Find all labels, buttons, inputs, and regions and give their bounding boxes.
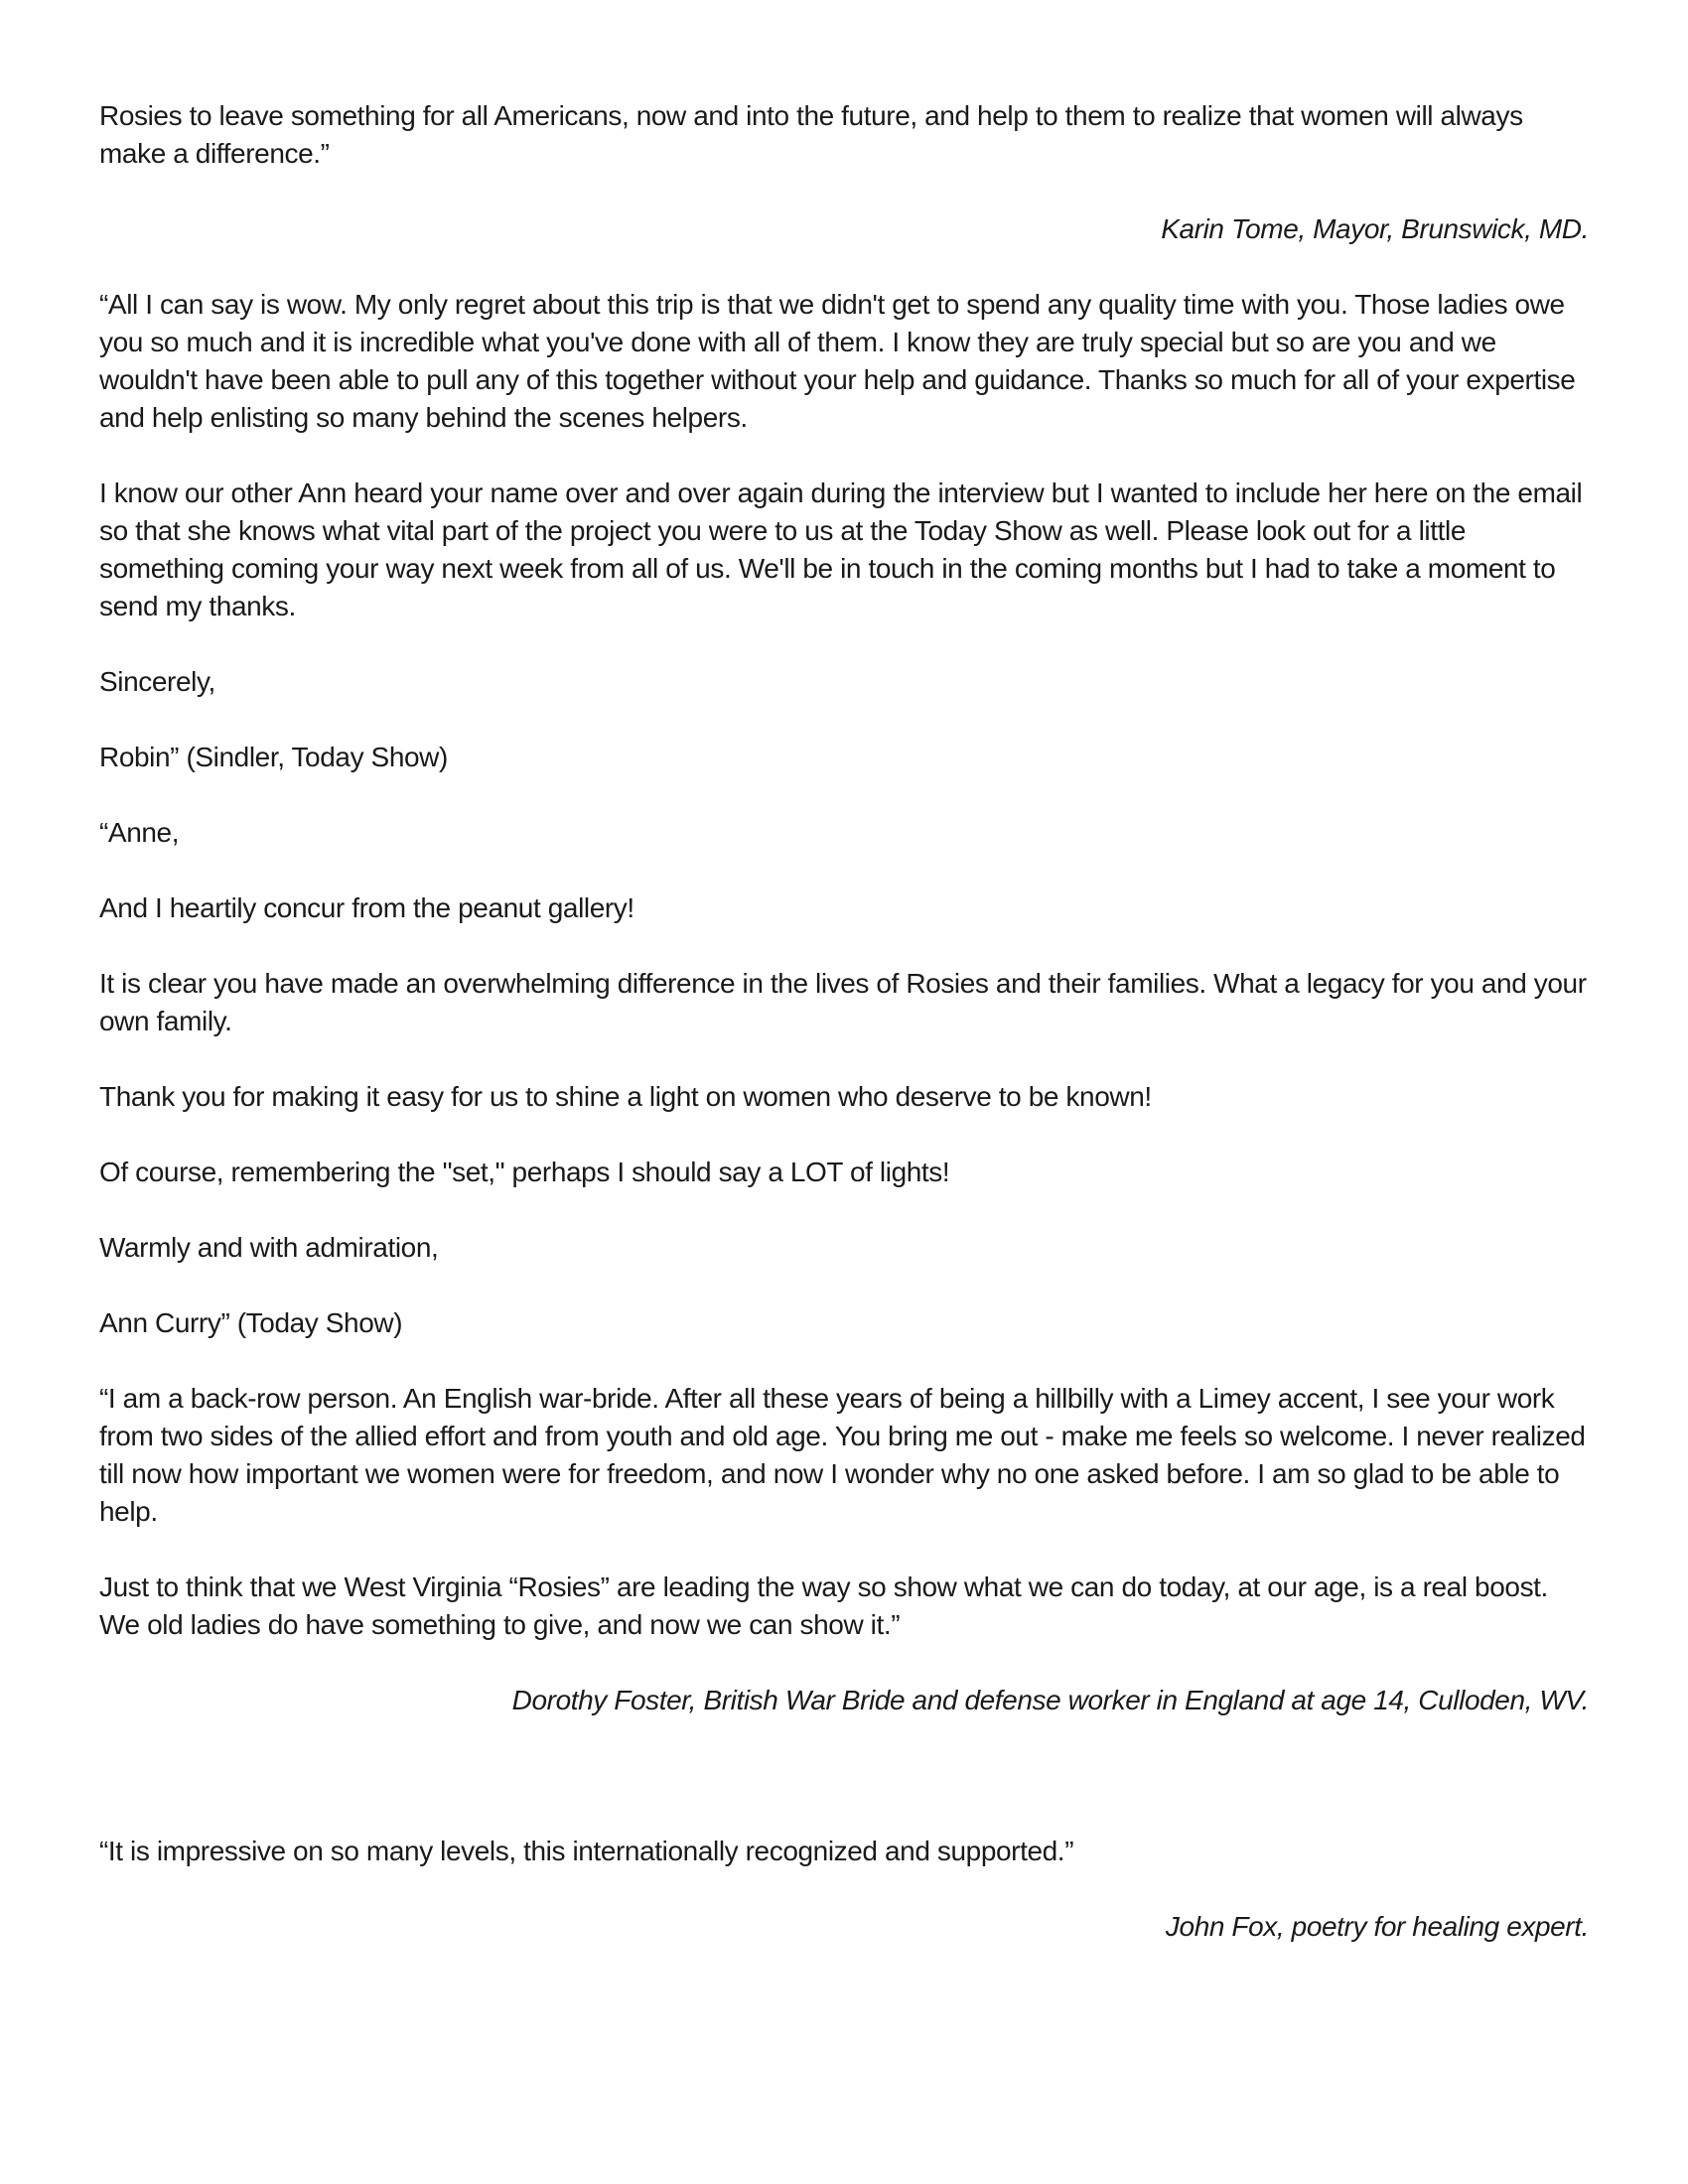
paragraph-impressive: “It is impressive on so many levels, this internationally recognized and supported.”	[99, 1836, 1074, 1866]
paragraph-rosies-legacy: Rosies to leave something for all Americans, now and into the future, and help to them to realize that women will always make a difference.”	[99, 100, 1523, 169]
paragraph-peanut-gallery: And I heartily concur from the peanut gallery!	[99, 892, 634, 923]
paragraph-war-bride: “I am a back-row person. An English war-bride. After all these years of being a hillbilly with a Limey accent, I see your work from two sides of the allied effort and from youth and old age. You bring me out - make me feels so welcome. I never realized till now how important we women were for freedom, and now I wonder why no one asked before. I am so glad to be able to help.	[99, 1383, 1586, 1527]
greeting-anne: “Anne,	[99, 817, 180, 848]
paragraph-overwhelming-difference: It is clear you have made an overwhelming difference in the lives of Rosies and their families. What a legacy for you and your own family.	[99, 968, 1587, 1036]
signature-ann-curry: Ann Curry” (Today Show)	[99, 1307, 403, 1338]
closing-sincerely: Sincerely,	[99, 666, 215, 697]
attribution-dorothy-foster: Dorothy Foster, British War Bride and defense worker in England at age 14, Culloden, WV.	[511, 1685, 1589, 1715]
signature-robin: Robin” (Sindler, Today Show)	[99, 742, 448, 772]
paragraph-robin-wow: “All I can say is wow. My only regret about this trip is that we didn't get to spend any quality time with you. Those ladies owe you so much and it is incredible what you've done with all of them. I know they are truly special but so are you and we wouldn't have been able to pull any of this together without your help and guidance. Thanks so much for all of your expertise and help enlisting so many behind the scenes helpers.	[99, 289, 1576, 433]
closing-warmly: Warmly and with admiration,	[99, 1232, 439, 1263]
paragraph-lot-of-lights: Of course, remembering the "set," perhaps I should say a LOT of lights!	[99, 1157, 950, 1187]
attribution-karin-tome: Karin Tome, Mayor, Brunswick, MD.	[1161, 213, 1589, 244]
attribution-john-fox: John Fox, poetry for healing expert.	[1165, 1911, 1589, 1942]
paragraph-robin-thanks: I know our other Ann heard your name over and over again during the interview but I wanted to include her here on the email so that she knows what vital part of the project you were to us at the Today Show as well. Please look out for a little something coming your way next week from all of us. We'll be in touch in the coming months but I had to take a moment to send my thanks.	[99, 478, 1583, 621]
document-page	[99, 97, 1589, 1983]
spacer	[99, 1757, 1589, 1833]
paragraph-shine-light: Thank you for making it easy for us to shine a light on women who deserve to be known!	[99, 1081, 1152, 1112]
paragraph-west-virginia-rosies: Just to think that we West Virginia “Rosies” are leading the way so show what we can do today, at our age, is a real boost. We old ladies do have something to give, and now we can show it.”	[99, 1571, 1548, 1640]
